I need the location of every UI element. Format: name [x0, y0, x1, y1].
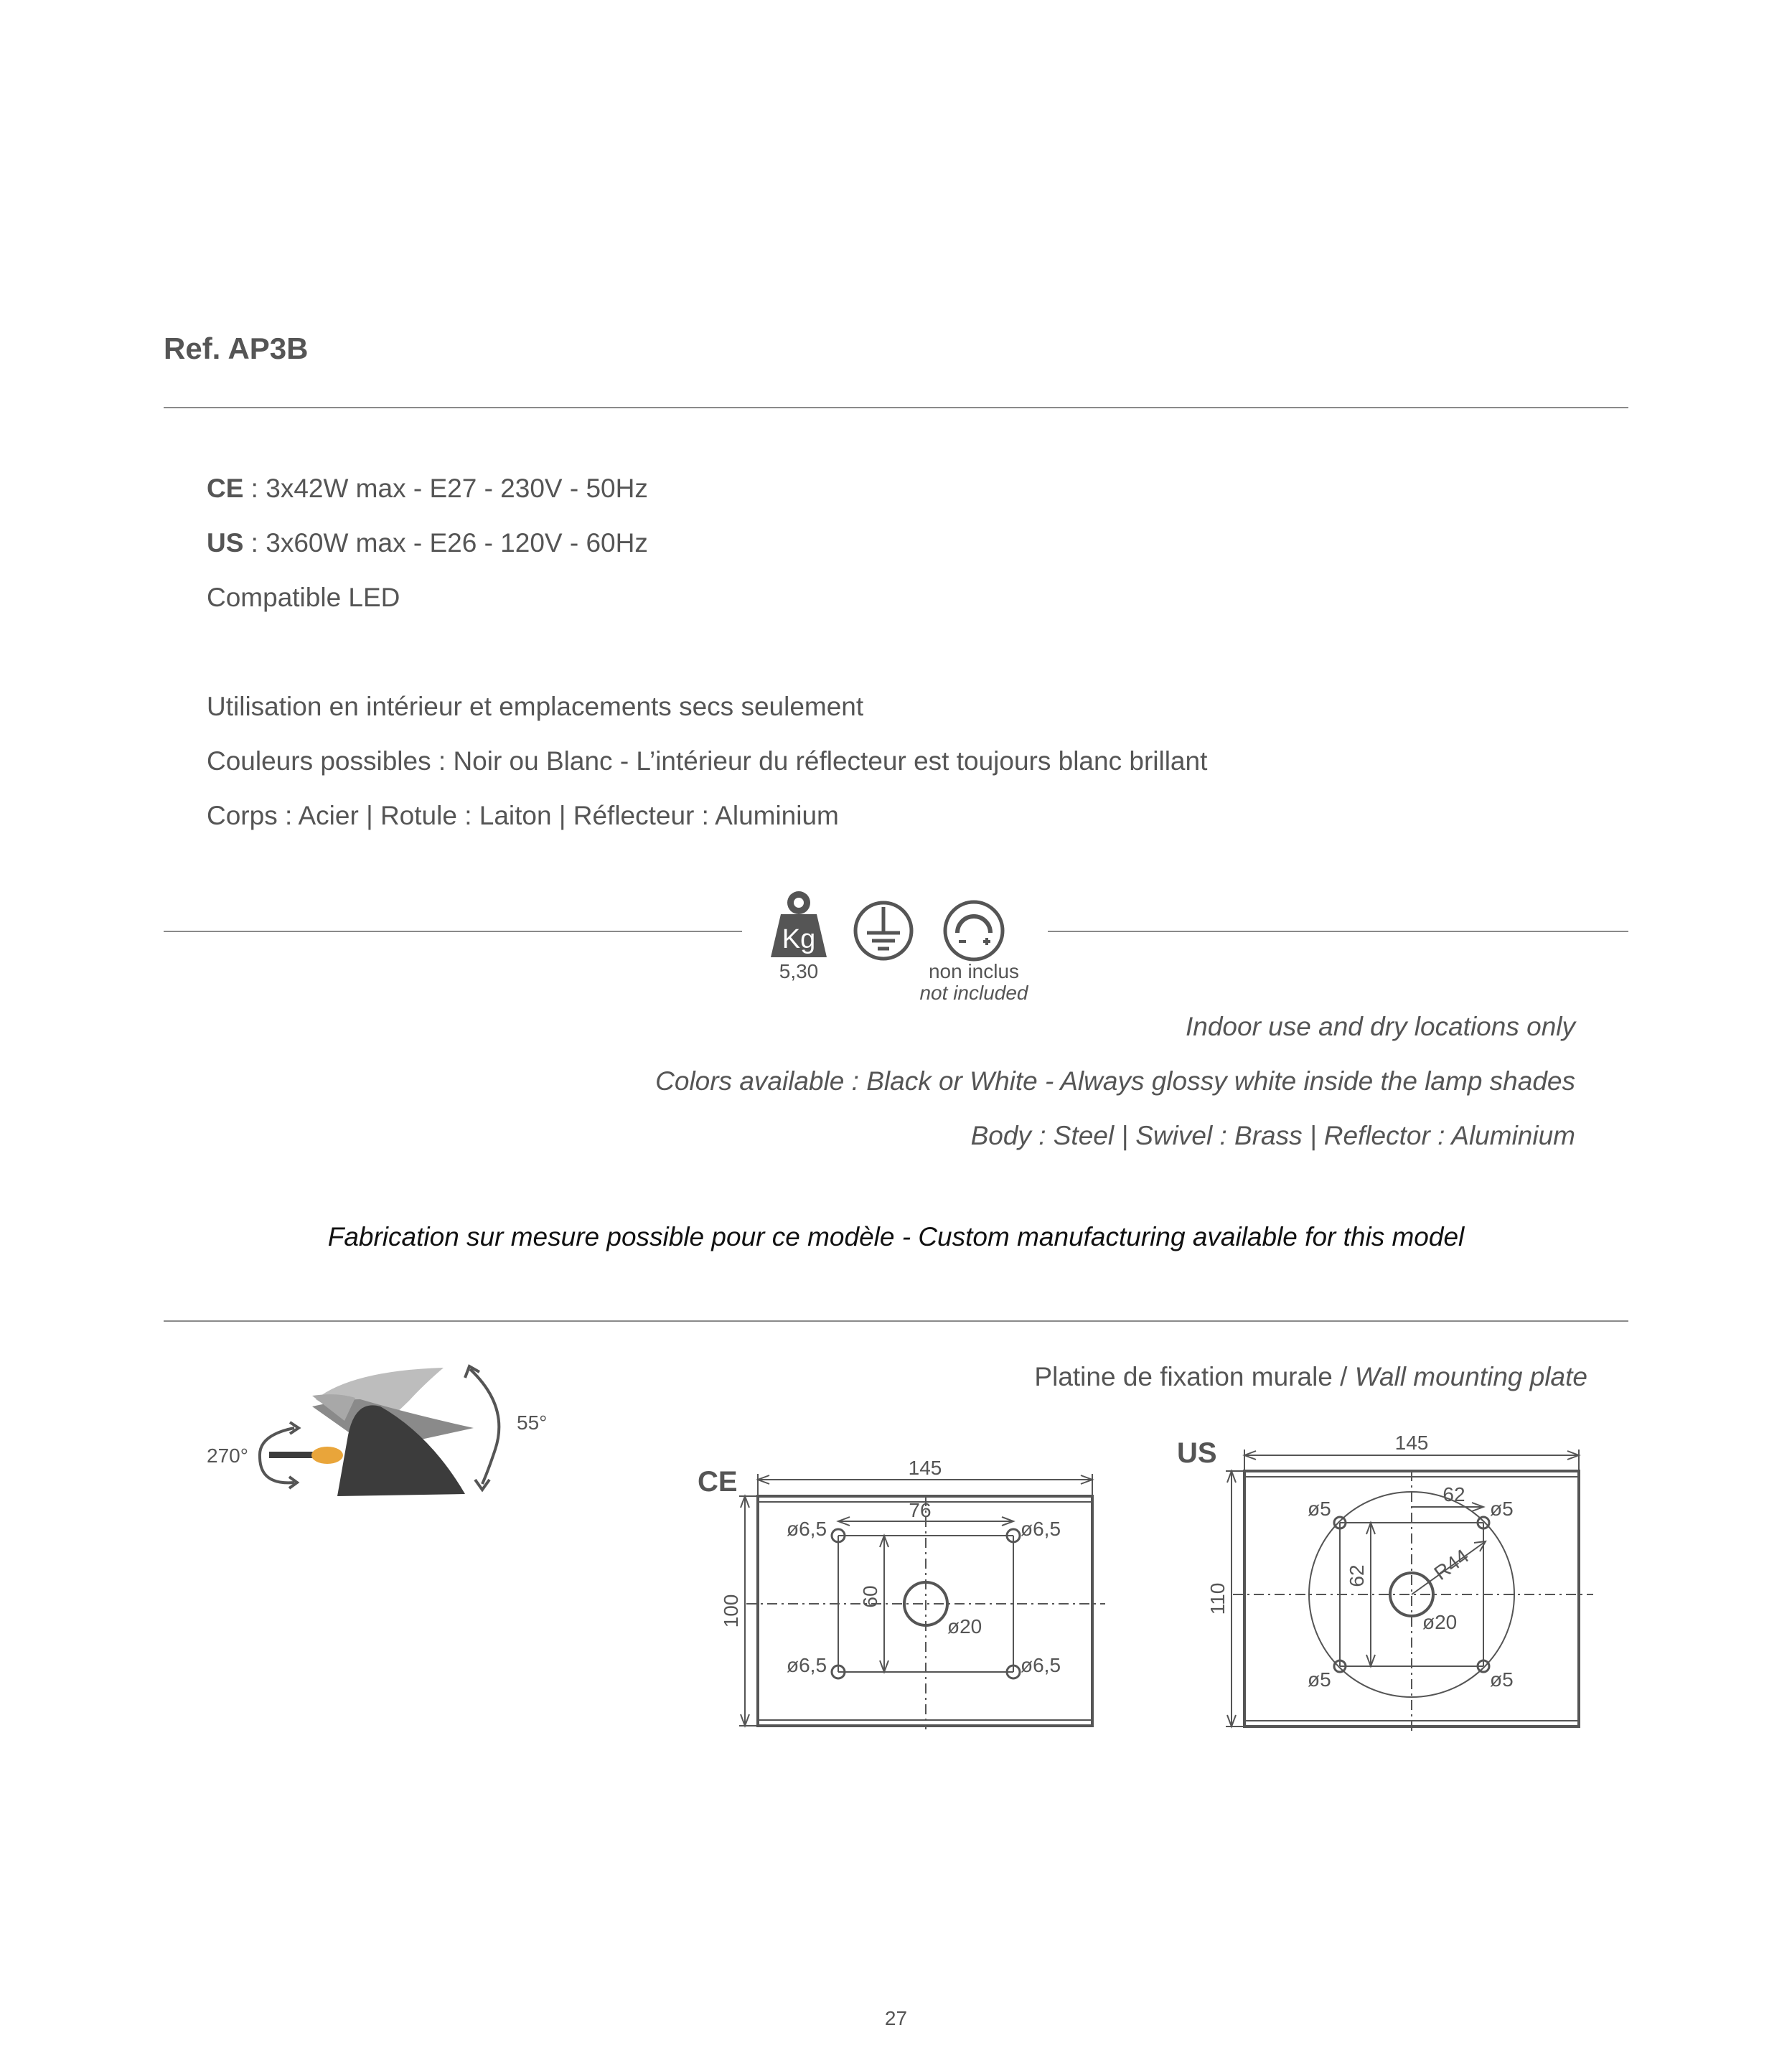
- divider-top: [164, 407, 1628, 408]
- spec-fr-materials: Corps : Acier | Rotule : Laiton | Réflecteur : Aluminium: [207, 801, 839, 830]
- spec-fr-colors: Couleurs possibles : Noir ou Blanc - L’intérieur du réflecteur est toujours blanc brillant: [207, 746, 1208, 776]
- weight-unit: Kg: [782, 924, 816, 954]
- weight-icon: [766, 888, 831, 960]
- ce-plate-label: CE: [698, 1466, 738, 1498]
- ce-hole-tl-label: ø6,5: [787, 1518, 827, 1540]
- mounting-plate-title-en: Wall mounting plate: [1354, 1362, 1587, 1391]
- mounting-plate-title: [1034, 1362, 1587, 1392]
- page-number: 27: [884, 2007, 908, 2029]
- ce-hole-spacing-y: 60: [859, 1585, 881, 1608]
- divider-bottom: [164, 1320, 1628, 1322]
- divider-icons-right: [1048, 931, 1628, 932]
- ref-title: Ref. AP3B: [164, 332, 309, 365]
- spec-ce-value: : 3x42W max - E27 - 230V - 50Hz: [243, 474, 648, 503]
- dimmer-icon: [942, 898, 1006, 963]
- us-plate-label: US: [1177, 1437, 1217, 1469]
- ce-hole-spacing-x: 76: [909, 1499, 932, 1521]
- ce-hole-br-label: ø6,5: [1021, 1654, 1061, 1676]
- spec-ce-label: CE: [207, 474, 244, 503]
- ce-plate-height: 100: [720, 1594, 742, 1628]
- us-radius-label: R44: [1430, 1544, 1473, 1584]
- us-mounting-plate-drawing: [1170, 1421, 1608, 1744]
- ce-mounting-plate-drawing: [689, 1442, 1120, 1744]
- dimmer-caption-en: not included: [919, 982, 1028, 1004]
- custom-manufacturing-note: Fabrication sur mesure possible pour ce modèle - Custom manufacturing available for this model: [327, 1222, 1465, 1251]
- rotation-horizontal-label: 270°: [207, 1444, 248, 1467]
- mounting-plate-title-fr: Platine de fixation murale /: [1034, 1362, 1355, 1391]
- ce-plate-width: 145: [908, 1457, 942, 1479]
- us-hole-spacing-x: 62: [1442, 1483, 1465, 1505]
- spec-led: Compatible LED: [207, 583, 400, 612]
- ground-icon: [853, 900, 914, 962]
- divider-icons-left: [164, 931, 742, 932]
- lamp-rotation-diagram: [194, 1356, 567, 1507]
- ce-center-hole-label: ø20: [947, 1615, 982, 1638]
- us-hole-spacing-y: 62: [1346, 1564, 1368, 1587]
- rotation-vertical-label: 55°: [517, 1411, 548, 1434]
- dimmer-caption-fr: non inclus: [928, 960, 1020, 982]
- us-center-hole-label: ø20: [1422, 1611, 1458, 1633]
- us-hole-tr-label: ø5: [1490, 1498, 1514, 1520]
- spec-en-use: Indoor use and dry locations only: [1185, 1012, 1575, 1041]
- spec-ce: [207, 474, 648, 504]
- ce-hole-bl-label: ø6,5: [787, 1654, 827, 1676]
- us-hole-bl-label: ø5: [1308, 1668, 1331, 1691]
- us-hole-br-label: ø5: [1490, 1668, 1514, 1691]
- spec-en-materials: Body : Steel | Swivel : Brass | Reflector : Aluminium: [970, 1121, 1575, 1150]
- us-plate-height: 110: [1206, 1582, 1229, 1615]
- spec-us: [207, 528, 648, 558]
- weight-value: 5,30: [779, 960, 819, 982]
- spec-en-colors: Colors available : Black or White - Always glossy white inside the lamp shades: [655, 1066, 1575, 1096]
- spec-us-value: : 3x60W max - E26 - 120V - 60Hz: [243, 528, 648, 558]
- lamp-swivel: [311, 1447, 343, 1464]
- spec-us-label: US: [207, 528, 244, 558]
- us-plate-width: 145: [1394, 1432, 1429, 1454]
- spec-fr-use: Utilisation en intérieur et emplacements secs seulement: [207, 692, 864, 721]
- us-hole-tl-label: ø5: [1308, 1498, 1331, 1520]
- ce-hole-tr-label: ø6,5: [1021, 1518, 1061, 1540]
